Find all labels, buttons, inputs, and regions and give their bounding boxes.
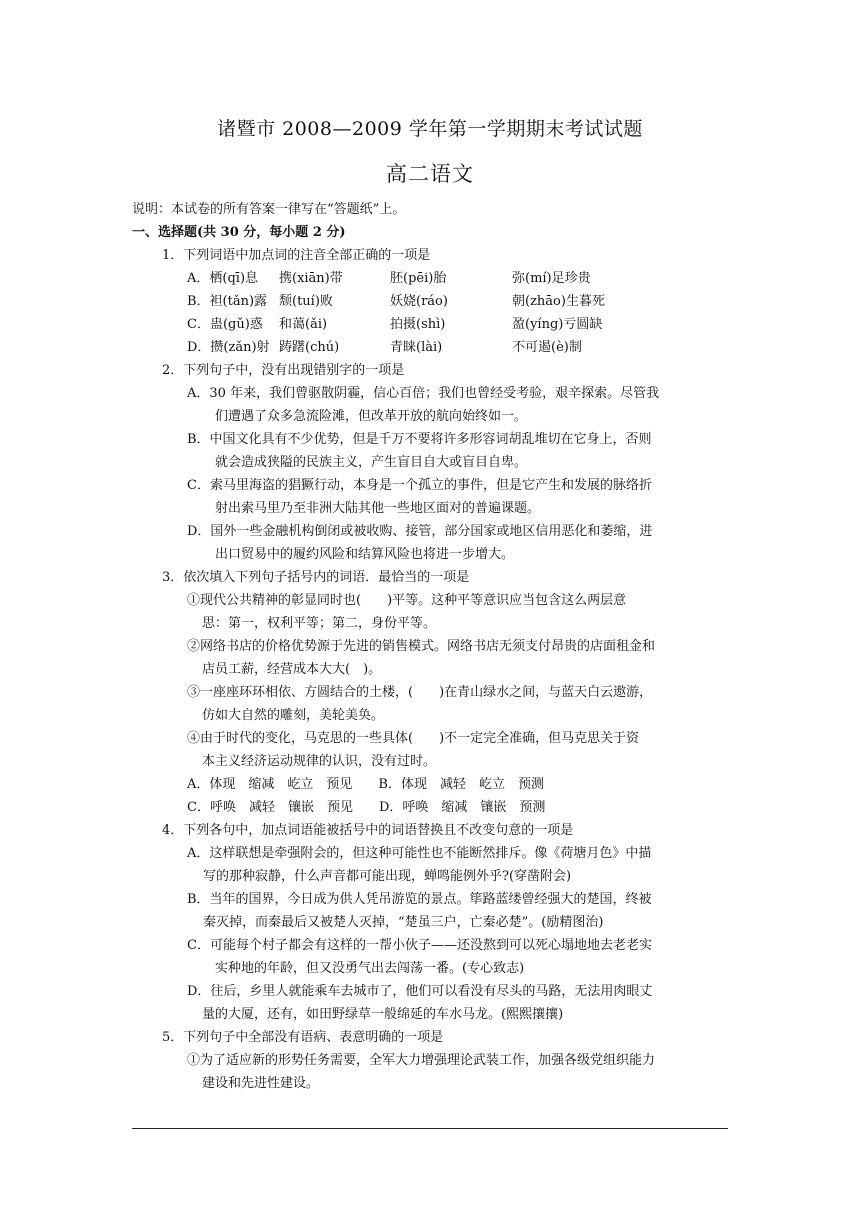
- question-1-option-row-c: [0, 313, 860, 336]
- question-3-options-cd: C．呼唤 减轻 镶嵌 预见 D．呼唤 缩减 镶嵌 预测: [187, 800, 546, 815]
- exam-content: [0, 198, 860, 1095]
- option-cell: 拍摄(shì): [390, 317, 446, 332]
- question-4-option-c-cont: 实种地的年龄，但又没勇气出去闯荡一番。(专心致志): [215, 961, 525, 976]
- option-cell: D．攒(zǎn)射: [187, 340, 270, 355]
- question-2-stem: 2．下列句子中，没有出现错别字的一项是: [162, 363, 405, 378]
- question-3-stem: 3．依次填入下列句子括号内的词语．最恰当的一项是: [162, 570, 470, 585]
- question-4-stem: 4．下列各句中，加点词语能被括号中的词语替换且不改变句意的一项是: [162, 823, 574, 838]
- option-cell: 携(xiān)带: [279, 271, 343, 286]
- question-4-option-c: C．可能每个村子都会有这样的一帮小伙子——还没熬到可以死心塌地地去老老实: [187, 938, 652, 953]
- option-cell: 妖娆(ráo): [390, 294, 448, 309]
- question-1-option-row-b: [0, 290, 860, 313]
- question-3-sentence-3: ③一座座环环相依、方圆结合的土楼，( )在青山绿水之间，与蓝天白云遨游，: [187, 685, 653, 700]
- question-4-option-a-cont: 写的那种寂静，什么声音都可能出现，蝉鸣能例外乎?(穿凿附会): [203, 869, 572, 884]
- question-2-option-d: D．国外一些金融机构倒闭或被收购、接管，部分国家或地区信用恶化和萎缩，进: [187, 524, 653, 539]
- option-cell: A．栖(qī)息: [187, 271, 259, 286]
- question-5-stem: 5．下列句子中全部没有语病、表意明确的一项是: [162, 1030, 444, 1045]
- option-cell: 和蔼(ǎi): [279, 317, 328, 332]
- question-2-option-d-cont: 出口贸易中的履约风险和结算风险也将进一步增大。: [215, 547, 515, 562]
- question-1-option-row-a: [0, 267, 860, 290]
- question-5-sentence-1: ①为了适应新的形势任务需要，全军大力增强理论武装工作，加强各级党组织能力: [187, 1053, 656, 1068]
- section-heading: 一、选择题(共 30 分，每小题 2 分): [132, 225, 346, 240]
- option-cell: 弥(mí)足珍贵: [512, 271, 591, 286]
- question-4-option-d-cont: 量的大厦，还有，如田野绿草一般绵延的车水马龙。(熙熙攘攘): [202, 1007, 564, 1022]
- question-3-sentence-1-cont: 思：第一，权利平等；第二，身份平等。: [202, 616, 437, 631]
- question-3-sentence-4: ④由于时代的变化，马克思的一些具体( )不一定完全准确，但马克思关于资: [187, 731, 640, 746]
- question-2-option-a: A．30 年来，我们曾驱散阴霾，信心百倍；我们也曾经受考验，艰辛探索。尽管我: [187, 386, 660, 401]
- option-cell: 踌躇(chú): [279, 340, 340, 355]
- question-2-option-c: C．索马里海盗的猖獗行动，本身是一个孤立的事件，但是它产生和发展的脉络折: [187, 478, 652, 493]
- instructions: 说明：本试卷的所有答案一律写在“答题纸”上。: [132, 202, 406, 217]
- question-2-option-b-cont: 就会造成狭隘的民族主义，产生盲目自大或盲目自卑。: [215, 455, 528, 470]
- question-3-sentence-4-cont: 本主义经济运动规律的认识，没有过时。: [202, 754, 437, 769]
- option-cell: 颓(tuí)败: [279, 294, 333, 309]
- option-cell: B．袒(tǎn)露: [187, 294, 268, 309]
- question-1-option-row-d: [0, 336, 860, 359]
- question-3-options-ab: A．体现 缩减 屹立 预见 B．体现 减轻 屹立 预测: [187, 777, 544, 792]
- question-2-option-c-cont: 射出索马里乃至非洲大陆其他一些地区面对的普遍课题。: [215, 501, 541, 516]
- question-3-sentence-2: ②网络书店的价格优势源于先进的销售模式。网络书店无须支付昂贵的店面租金和: [187, 639, 656, 654]
- question-1-stem: 1．下列词语中加点词的注音全部正确的一项是: [162, 248, 431, 263]
- option-cell: 朝(zhāo)生暮死: [512, 294, 605, 309]
- question-3-sentence-3-cont: 仿如大自然的雕刻，美轮美奂。: [202, 708, 385, 723]
- option-cell: 胚(pēi)胎: [390, 271, 447, 286]
- question-2-option-a-cont: 们遭遇了众多急流险滩，但改革开放的航向始终如一。: [215, 409, 528, 424]
- question-3-sentence-1: ①现代公共精神的彰显同时也( )平等。这种平等意识应当包含这么两层意: [187, 593, 627, 608]
- option-cell: C．蛊(gǔ)惑: [187, 317, 263, 332]
- question-2-option-b: B．中国文化具有不少优势，但是千万不要将许多形容词胡乱堆切在它身上，否则: [187, 432, 652, 447]
- question-3-sentence-2-cont: 店员工薪，经营成本大大( )。: [202, 662, 382, 677]
- option-cell: 不可遏(è)制: [512, 340, 582, 355]
- question-4-option-d: D．往后，乡里人就能乘车去城市了，他们可以看没有尽头的马路，无法用肉眼丈: [187, 984, 653, 999]
- option-cell: 盈(yíng)亏圆缺: [512, 317, 603, 332]
- question-4-option-b: B．当年的国界，今日成为供人凭吊游览的景点。筚路蓝缕曾经强大的楚国，终被: [187, 892, 652, 907]
- question-5-sentence-1-cont: 建设和先进性建设。: [202, 1076, 320, 1091]
- exam-subtitle: 高二语文: [386, 162, 474, 186]
- exam-title: 诸暨市 2008—2009 学年第一学期期末考试试题: [217, 118, 643, 140]
- footer-divider: [132, 1128, 728, 1129]
- question-4-option-a: A．这样联想是牵强附会的，但这种可能性也不能断然排斥。像《荷塘月色》中描: [187, 846, 652, 861]
- option-cell: 青睐(lài): [390, 340, 443, 355]
- question-4-option-b-cont: 秦灭掉，而秦最后又被楚人灭掉，“楚虽三户，亡秦必楚”。(励精图治): [203, 915, 604, 930]
